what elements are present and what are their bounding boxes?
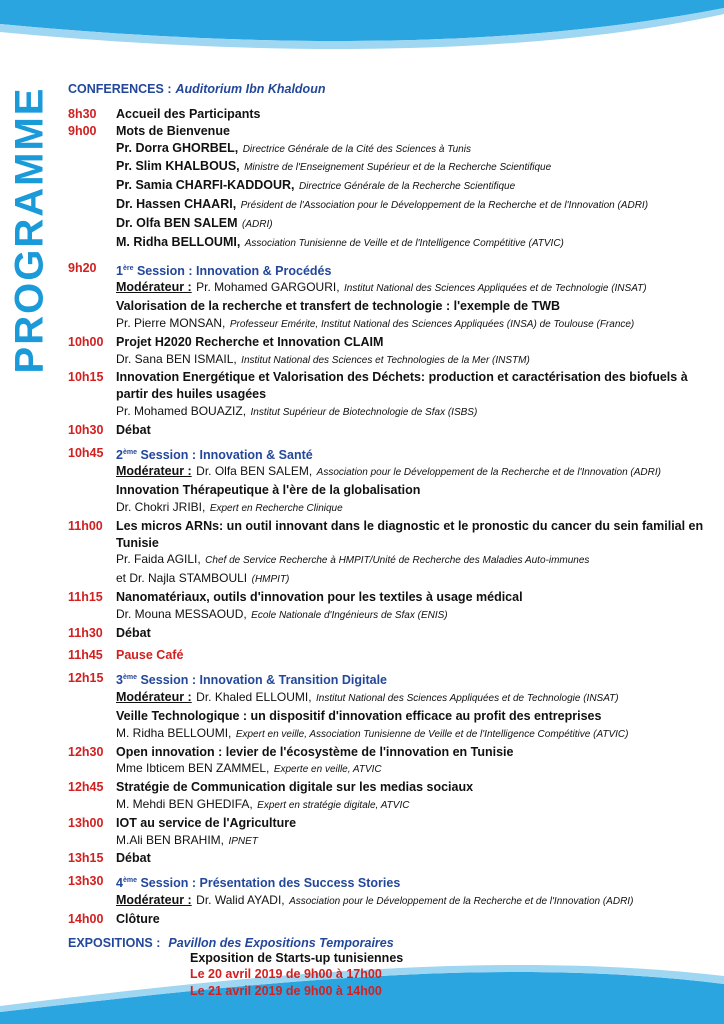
- talk-speaker: Dr. Sana BEN ISMAIL, Institut National des Sciences et Technologies de la Mer (INSTM): [116, 351, 530, 366]
- expositions-header: EXPOSITIONS : Pavillon des Expositions Temporaires: [68, 935, 394, 950]
- talk-title: 10h15 Innovation Energétique et Valorisation des Déchets: production et caractérisation des biofuels à partir des huiles usagées: [68, 370, 688, 402]
- talk-speaker: M. Ridha BELLOUMI, Expert en veille, Association Tunisienne de Veille et de l'Intelligence Compétitive (ATVIC): [116, 725, 629, 740]
- session-1-moderator: Modérateur : Pr. Mohamed GARGOURI, Institut National des Sciences Appliquées et de Technologie (INSAT): [116, 280, 647, 295]
- speaker-row: M. Ridha BELLOUMI, Association Tunisienne de Veille et de l'Intelligence Compétitive (ATVIC): [116, 234, 564, 249]
- expositions-section: [68, 936, 718, 1000]
- session-3-header: 12h15 3ème Session : Innovation & Transition Digitale: [68, 671, 388, 688]
- talk-title: 11h15 Nanomatériaux, outils d'innovation pour les textiles à usage médical: [68, 590, 523, 605]
- speaker-row: Pr. Dorra GHORBEL, Directrice Générale de la Cité des Sciences à Tunis: [116, 140, 471, 155]
- conferences-header: CONFERENCES : Auditorium Ibn Khaldoun: [68, 82, 326, 96]
- agenda-item-bienvenue: 9h00 Mots de Bienvenue: [68, 123, 230, 138]
- cloture: 14h00 Clôture: [68, 911, 160, 926]
- top-wave-decoration: [0, 0, 724, 70]
- exposition-date: Le 21 avril 2019 de 9h00 à 14h00: [190, 983, 382, 998]
- pause-cafe: 11h45 Pause Café: [68, 648, 184, 663]
- programme-title: [8, 80, 52, 380]
- talk-title: Innovation Thérapeutique à l'ère de la globalisation: [116, 483, 421, 498]
- programme-title-text: PROGRAMME: [7, 86, 52, 374]
- talk-speaker: et Dr. Najla STAMBOULI (HMPIT): [116, 571, 290, 586]
- session-2-moderator: Modérateur : Dr. Olfa BEN SALEM, Association pour le Développement de la Recherche et de l'Innovation (ADRI): [116, 464, 661, 479]
- speaker-row: Dr. Olfa BEN SALEM (ADRI): [116, 215, 273, 230]
- session-1-header: 9h20 1ère Session : Innovation & Procédés: [68, 261, 332, 278]
- talk-speaker: Pr. Mohamed BOUAZIZ, Institut Supérieur de Biotechnologie de Sfax (ISBS): [116, 403, 478, 418]
- session-2-header: 10h45 2ème Session : Innovation & Santé: [68, 445, 313, 462]
- exposition-title: Exposition de Starts-up tunisiennes: [190, 950, 404, 965]
- session-3-moderator: Modérateur : Dr. Khaled ELLOUMI, Institut National des Sciences Appliquées et de Technologie (INSAT): [116, 690, 619, 705]
- talk-speaker: Pr. Faida AGILI, Chef de Service Recherche à HMPIT/Unité de Recherche des Maladies Auto-immunes: [116, 552, 590, 567]
- speaker-row: Dr. Hassen CHAARI, Président de l'Association pour le Développement de la Recherche et de l'Innovation (ADRI): [116, 196, 649, 211]
- session-4-header: 13h30 4ème Session : Présentation des Success Stories: [68, 874, 401, 891]
- speaker-row: Pr. Slim KHALBOUS, Ministre de l'Enseignement Supérieur et de la Recherche Scientifique: [116, 159, 552, 174]
- debat: 10h30 Débat: [68, 422, 151, 437]
- debat: 11h30 Débat: [68, 625, 151, 640]
- exposition-date: Le 20 avril 2019 de 9h00 à 17h00: [190, 967, 382, 982]
- talk-speaker: Pr. Pierre MONSAN, Professeur Emérite, Institut National des Sciences Appliquées (INSA) de Toulouse (France): [116, 315, 635, 330]
- talk-speaker: Mme Ibticem BEN ZAMMEL, Experte en veille, ATVIC: [116, 761, 382, 776]
- talk-title: 13h00 IOT au service de l'Agriculture: [68, 815, 297, 830]
- programme-content: [68, 80, 718, 999]
- talk-title: 11h00 Les micros ARNs: un outil innovant dans le diagnostic et le pronostic du cancer du sein familial en Tunisie: [68, 518, 704, 550]
- session-4-moderator: Modérateur : Dr. Walid AYADI, Association pour le Développement de la Recherche et de l'Innovation (ADRI): [116, 893, 634, 908]
- talk-title: 10h00 Projet H2020 Recherche et Innovation CLAIM: [68, 334, 384, 349]
- agenda-item-accueil: 8h30 Accueil des Participants: [68, 107, 261, 121]
- talk-title: 12h45 Stratégie de Communication digitale sur les medias sociaux: [68, 780, 474, 795]
- speaker-row: Pr. Samia CHARFI-KADDOUR, Directrice Générale de la Recherche Scientifique: [116, 178, 516, 193]
- talk-speaker: Dr. Mouna MESSAOUD, Ecole Nationale d'Ingénieurs de Sfax (ENIS): [116, 606, 448, 621]
- talk-speaker: Dr. Chokri JRIBI, Expert en Recherche Clinique: [116, 500, 343, 515]
- talk-speaker: M. Mehdi BEN GHEDIFA, Expert en stratégie digitale, ATVIC: [116, 796, 410, 811]
- debat: 13h15 Débat: [68, 851, 151, 866]
- talk-title: 12h30 Open innovation : levier de l'écosystème de l'innovation en Tunisie: [68, 744, 514, 759]
- talk-title: Valorisation de la recherche et transfert de technologie : l'exemple de TWB: [116, 299, 561, 314]
- talk-title: Veille Technologique : un dispositif d'innovation efficace au profit des entreprises: [116, 708, 602, 723]
- talk-speaker: M.Ali BEN BRAHIM, IPNET: [116, 832, 258, 847]
